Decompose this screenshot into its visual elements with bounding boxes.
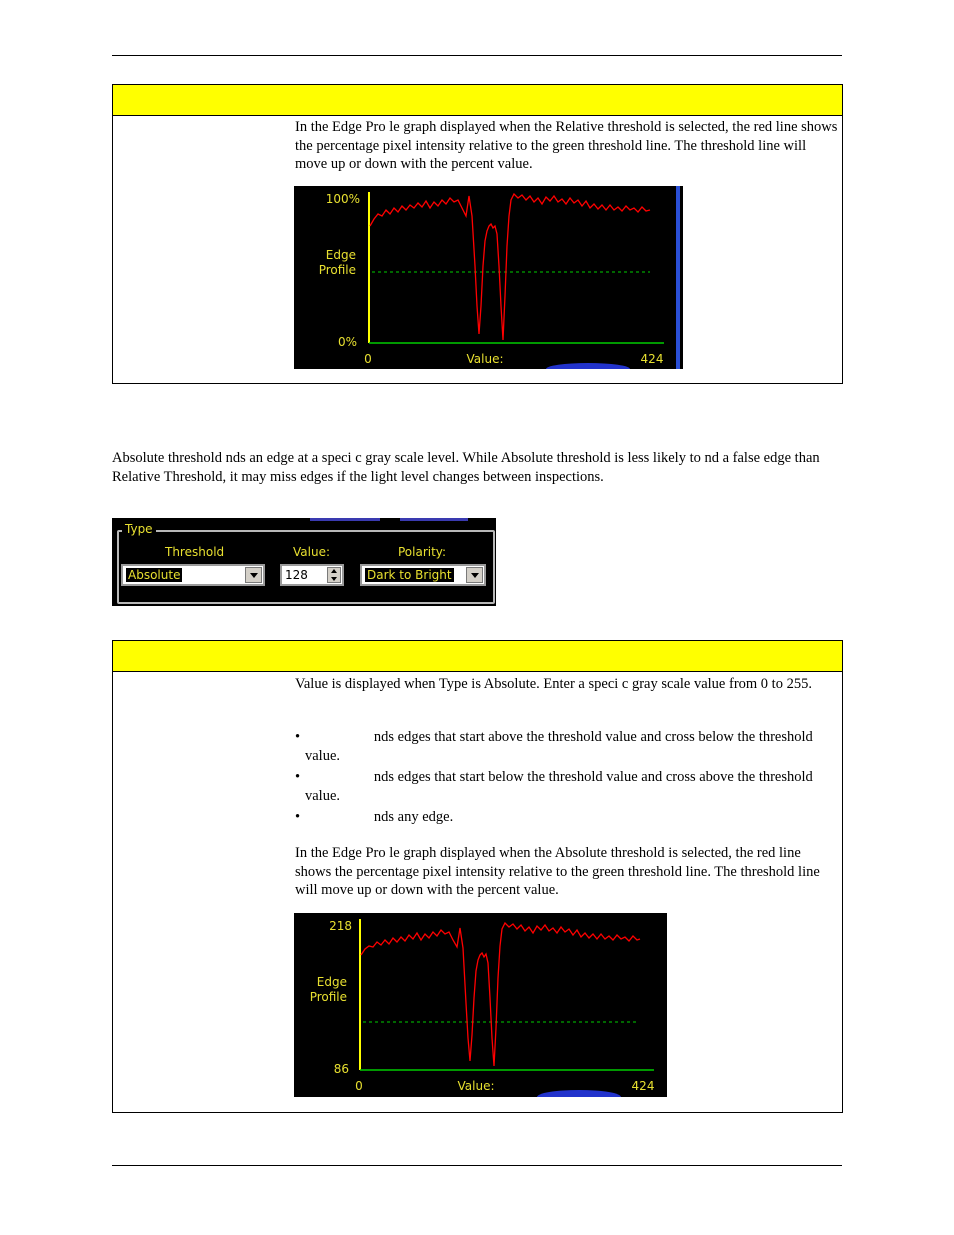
table-header-bar (113, 641, 842, 672)
absolute-graph-svg (294, 913, 667, 1097)
x-min-label: 0 (355, 1079, 363, 1093)
y-top-label: 100% (325, 192, 360, 206)
relative-edge-profile-graph (294, 186, 683, 369)
panel-top-tab-right (400, 518, 468, 521)
bullet-marker: • (295, 809, 301, 825)
bullet-text: nds any edge. (305, 809, 454, 825)
x-min-label: 0 (364, 352, 372, 366)
polarity-selected-value: Dark to Bright (367, 568, 452, 582)
threshold-dropdown[interactable] (121, 564, 265, 586)
spinner-arrows-icon[interactable] (327, 567, 341, 583)
panel-top-tab-left (310, 518, 380, 521)
threshold-selected-value: Absolute (128, 568, 181, 582)
polarity-dropdown[interactable] (360, 564, 486, 586)
type-legend: Type (122, 522, 156, 536)
polarity-label: Polarity: (398, 545, 447, 559)
value-input-text[interactable]: 128 (285, 568, 308, 582)
x-center-label: Value: (457, 1079, 495, 1093)
edge-profile-line (361, 923, 640, 1066)
threshold-label: Threshold (165, 545, 225, 559)
y-bottom-label: 0% (337, 335, 357, 349)
type-settings-panel (112, 518, 496, 606)
relative-graph-svg (294, 186, 683, 369)
absolute-intro: Absolute threshold nds an edge at a speci c gray scale level. While Absolute threshold is less likely to nd a false edge than Relative Threshold, it may miss edges if the light level changes between inspections. (112, 450, 820, 485)
bullet-marker: • (295, 769, 301, 785)
chevron-down-icon[interactable] (245, 567, 262, 583)
value-description: Value is displayed when Type is Absolute. Enter a speci c gray scale value from 0 to 255. (295, 676, 812, 692)
top-rule (112, 55, 842, 56)
scrollbar-blue (676, 186, 680, 369)
y-bottom-label: 86 (333, 1062, 349, 1076)
axis-title-edge: Edge (316, 975, 347, 989)
bottom-rule (112, 1165, 842, 1166)
axis-title-edge: Edge (325, 248, 356, 262)
value-label: Value: (293, 545, 330, 559)
y-top-label: 218 (329, 919, 352, 933)
chevron-down-icon[interactable] (466, 567, 483, 583)
axis-title-profile: Profile (318, 263, 356, 277)
bullet-text: nds edges that start below the threshold value and cross above the threshold value. (305, 769, 817, 804)
absolute-edge-profile-graph (294, 913, 667, 1097)
x-max-label: 424 (640, 352, 664, 366)
x-max-label: 424 (631, 1079, 655, 1093)
axis-title-profile: Profile (309, 990, 347, 1004)
edge-profile-line (370, 194, 650, 340)
blue-tab-shape (537, 1090, 621, 1097)
bullet-text: nds edges that start above the threshold value and cross below the threshold value. (305, 729, 817, 764)
blue-tab-shape (546, 363, 630, 369)
bullet-marker: • (295, 729, 301, 745)
spin-down-icon[interactable] (331, 577, 337, 581)
relative-description: In the Edge Pro le graph displayed when the Relative threshold is selected, the red line shows the percentage pixel intensity relative to the green threshold line. The threshold line will move up or down with the percent value. (295, 119, 838, 172)
absolute-description: In the Edge Pro le graph displayed when the Absolute threshold is selected, the red line shows the percentage pixel intensity relative to the green threshold line. The threshold line will move up or down with the percent value. (295, 845, 820, 898)
spin-up-icon[interactable] (331, 569, 337, 573)
value-spinner[interactable] (280, 564, 344, 586)
x-center-label: Value: (466, 352, 504, 366)
table-header-bar (113, 85, 842, 116)
